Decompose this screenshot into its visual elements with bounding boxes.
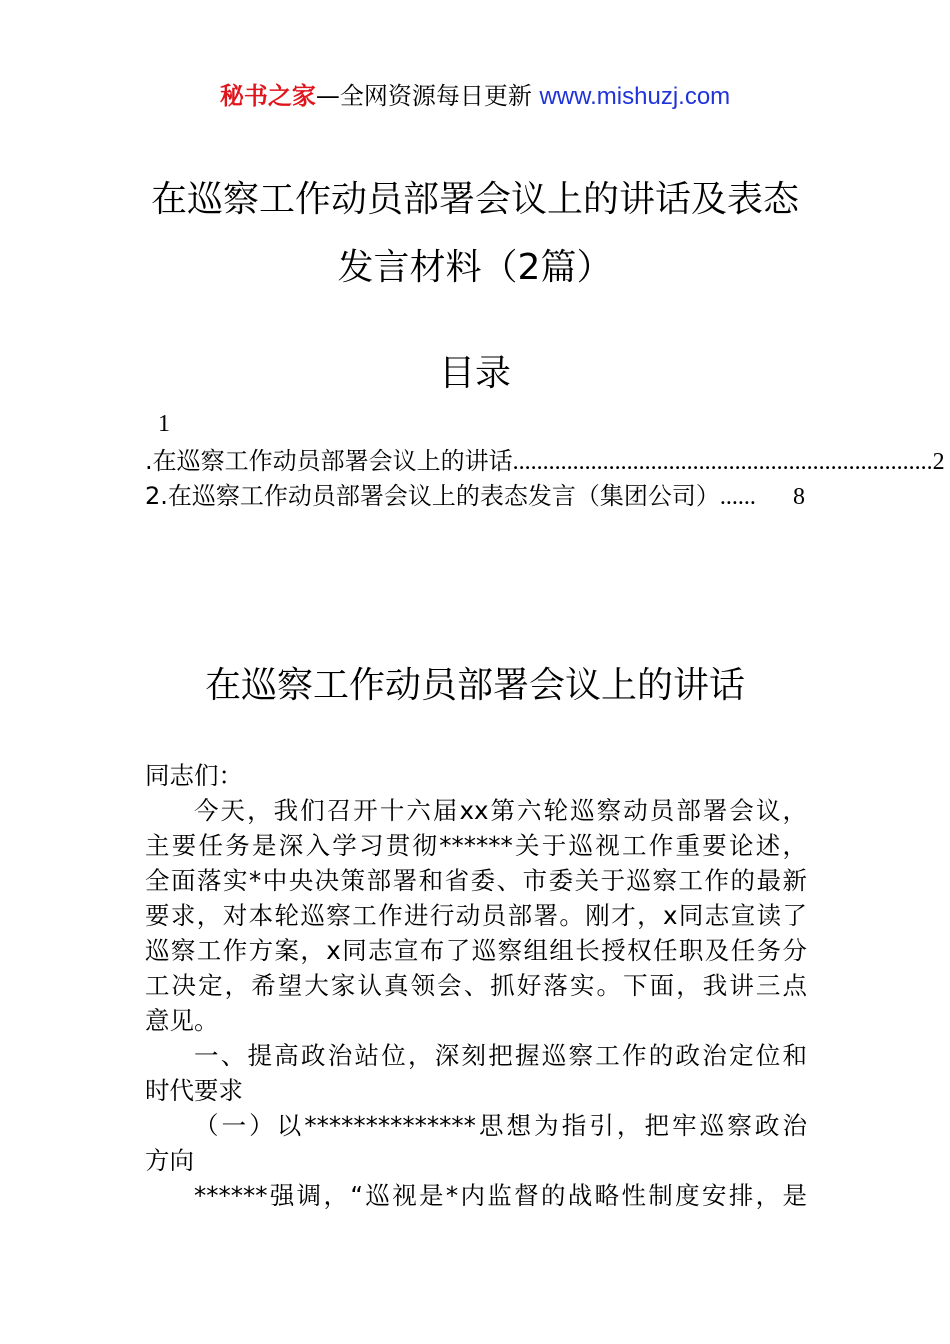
salutation: 同志们： <box>145 761 243 790</box>
paragraph-line: 全面落实*中央决策部署和省委、市委关于巡察工作的最新 <box>145 866 807 895</box>
toc-heading: 目录 <box>438 353 511 394</box>
toc-entry-2-text: 2.在巡察工作动员部署会议上的表态发言（集团公司） <box>145 482 720 510</box>
paragraph-line: ******强调，“巡视是*内监督的战略性制度安排，是 <box>194 1181 807 1210</box>
document-title-line-2: 发言材料（2篇） <box>337 247 613 288</box>
heading-level-2: （一）以**************思想为指引，把牢巡察政治 <box>194 1111 807 1140</box>
paragraph-line: 巡察工作方案，x同志宣布了巡察组组长授权任职及任务分 <box>145 936 807 965</box>
banner-url-link[interactable]: www.mishuzj.com <box>539 83 731 110</box>
document-title-line-1: 在巡察工作动员部署会议上的讲话及表态 <box>150 179 799 220</box>
toc-entry-2-page: 8 <box>793 484 805 510</box>
paragraph-line: 今天，我们召开十六届xx第六轮巡察动员部署会议， <box>194 796 807 825</box>
heading-level-1: 一、提高政治站位，深刻把握巡察工作的政治定位和 <box>194 1041 807 1070</box>
toc-entry-1[interactable] <box>145 445 945 478</box>
banner-tagline: —全网资源每日更新 <box>315 82 540 110</box>
toc-entry-1-number: 1 <box>158 411 170 437</box>
banner-brand: 秘书之家 <box>219 82 316 110</box>
toc-entry-2-leader: ...... <box>719 484 756 510</box>
toc-entry-1-text: .在巡察工作动员部署会议上的讲话 <box>145 447 513 475</box>
site-banner <box>0 80 950 113</box>
paragraph-line: 主要任务是深入学习贯彻******关于巡视工作重要论述， <box>145 831 807 860</box>
body-text <box>145 758 807 1213</box>
toc-entry-1-page: 2 <box>932 449 945 475</box>
paragraph-line: 要求，对本轮巡察工作进行动员部署。刚才，x同志宣读了 <box>145 901 807 930</box>
toc-entry-1-leader: ...................................................................... <box>512 449 933 475</box>
toc-entry-2[interactable] <box>145 480 805 513</box>
paragraph-line: 工决定，希望大家认真领会、抓好落实。下面，我讲三点 <box>145 971 807 1000</box>
paragraph-line: 意见。 <box>145 1006 219 1035</box>
section-title: 在巡察工作动员部署会议上的讲话 <box>204 665 745 706</box>
heading-level-2-cont: 方向 <box>145 1146 194 1175</box>
heading-level-1-cont: 时代要求 <box>145 1076 243 1105</box>
